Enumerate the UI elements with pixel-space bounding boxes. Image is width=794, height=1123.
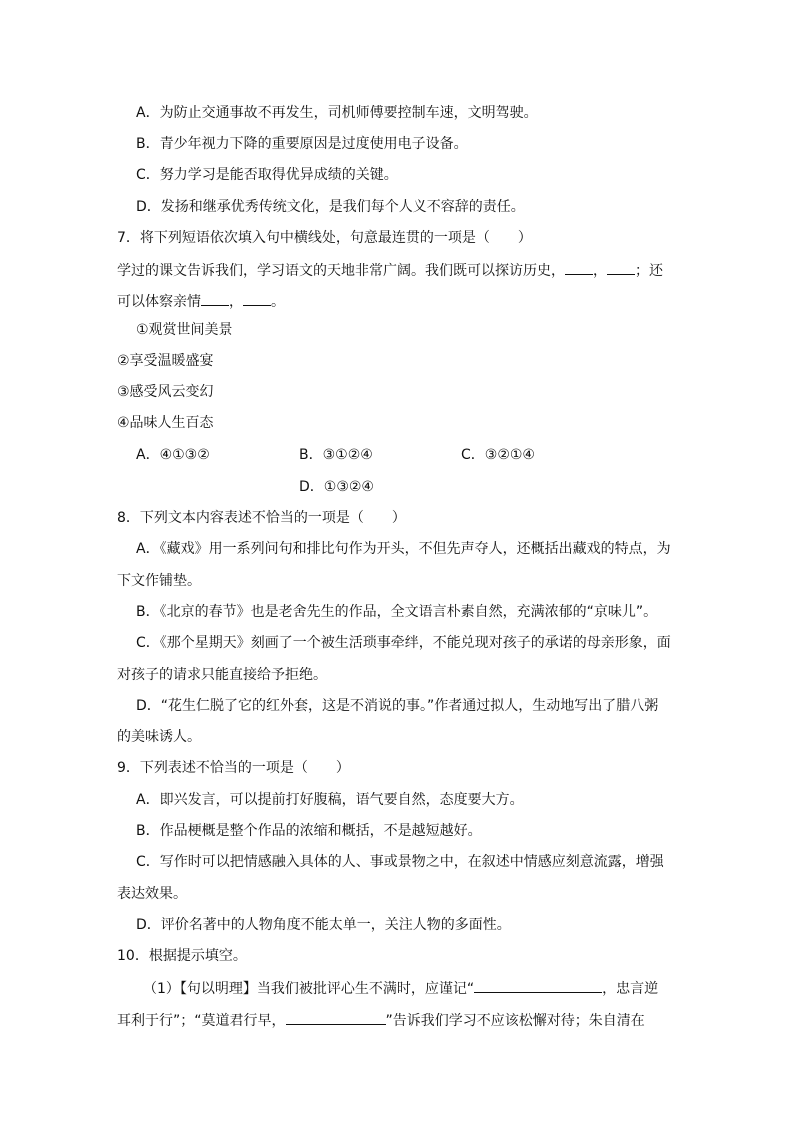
q9-option-d: D．评价名著中的人物角度不能太单一，关注人物的多面性。 [136,917,511,933]
q7-stem: 7．将下列短语依次填入句中横线处，句意最连贯的一项是（ ） [117,230,532,246]
q6-option-a: A．为防止交通事故不再发生，司机师傅要控制车速，文明驾驶。 [136,105,538,121]
q7-phrase-3: ③感受风云变幻 [117,384,214,400]
q7-option-d: D．①③②④ [299,479,374,495]
q8-option-c-line1: C．《那个星期天》刻画了一个被生活琐事牵绊，不能兑现对孩子的承诺的母亲形象，面 [136,635,671,651]
q10-item1-line2: 耳利于行”；“莫道君行早， ”告诉我们学习不应该松懈对待；朱自清在 [117,1013,645,1029]
q8-option-b: B．《北京的春节》也是老舍先生的作品，全文语言朴素自然，充满浓郁的“京味儿”。 [136,604,658,620]
answer-blank[interactable] [474,979,602,993]
q6-option-b: B．青少年视力下降的重要原因是过度使用电子设备。 [136,136,468,152]
q7-phrase-1: ①观赏世间美景 [136,322,233,338]
q6-option-d: D．发扬和继承优秀传统文化，是我们每个人义不容辞的责任。 [136,199,525,215]
q9-option-c-line1: C．写作时可以把情感融入具体的人、事或景物之中，在叙述中情感应刻意流露，增强 [136,854,664,870]
q8-option-a-line1: A．《藏戏》用一系列问句和排比句作为开头，不但先声夺人，还概括出藏戏的特点，为 [136,541,671,557]
q9-option-c-line2: 表达效果。 [117,886,187,902]
q8-option-d-line2: 的美味诱人。 [117,729,201,745]
answer-blank[interactable] [286,1011,386,1025]
q7-passage-line2: 可以体察亲情 ， 。 [117,294,285,310]
q9-option-a: A．即兴发言，可以提前打好腹稿，语气要自然，态度要大方。 [136,792,524,808]
q7-option-c: C．③②①④ [461,447,535,463]
q6-option-c: C．努力学习是能否取得优异成绩的关键。 [136,167,398,183]
q7-option-a: A．④①③② [136,447,210,463]
q7-phrase-2: ②享受温暖盛宴 [117,353,214,369]
answer-blank[interactable] [607,261,635,275]
q7-phrase-4: ④品味人生百态 [117,415,214,431]
q9-option-b: B．作品梗概是整个作品的浓缩和概括，不是越短越好。 [136,823,482,839]
q9-stem: 9．下列表述不恰当的一项是（ ） [117,760,350,776]
q7-option-b: B．③①②④ [299,447,373,463]
q7-passage-line1: 学过的课文告诉我们，学习语文的天地非常广阔。我们既可以探访历史， ， ；还 [117,263,663,279]
q8-option-c-line2: 对孩子的请求只能直接给予拒绝。 [117,667,327,683]
answer-blank[interactable] [565,261,593,275]
q8-option-d-line1: D．“花生仁脱了它的红外套，这是不消说的事。”作者通过拟人，生动地写出了腊八粥 [136,698,659,714]
q10-stem: 10．根据提示填空。 [117,948,247,964]
q8-option-a-line2: 下文作铺垫。 [117,573,201,589]
answer-blank[interactable] [201,292,229,306]
answer-blank[interactable] [243,292,271,306]
q10-item1-line1: （1）【句以明理】当我们被批评心生不满时，应谨记“ ，忠言逆 [143,981,659,997]
q8-stem: 8．下列文本内容表述不恰当的一项是（ ） [117,510,406,526]
